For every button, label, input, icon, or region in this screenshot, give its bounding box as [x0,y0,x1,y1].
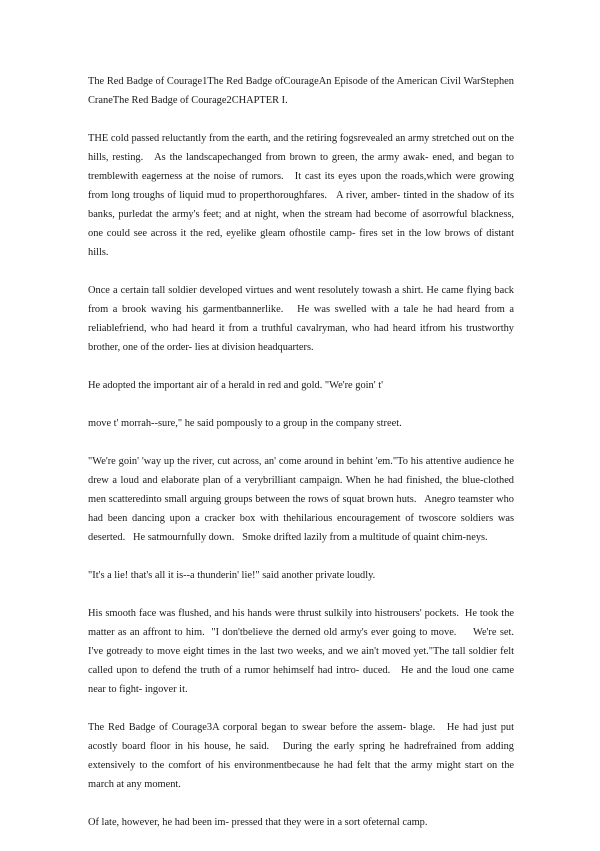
paragraph: His smooth face was flushed, and his hands were thrust sulkily into histrousers' pockets. He took the matter as an affront to him. "I don'tbelieve the derned old army's ever going to move. We're set. I've gotready to move eight times in the last two weeks, and we ain't moved yet."The tall soldier felt called upon to defend the truth of a rumor hehimself had intro- duced. He and the loud one came near to fight- ingover it. [88,608,525,695]
paragraph: "We're goin' 'way up the river, cut across, an' come around in behint 'em."To his attentive audience he drew a loud and elaborate plan of a verybrilliant campaign. When he had finished, the blue-clothed men scatteredinto small arguing groups between the rows of squat brown huts. Anegro teamster who had been dancing upon a cracker box with thehilarious encouragement of twoscore soldiers was deserted. He satmournfully down. Smoke drifted lazily from a multitude of quaint chim-neys. [88,456,517,543]
paragraph: move t' morrah--sure," he said pompously to a group in the company street. [88,418,402,429]
paragraph: Once a certain tall soldier developed virtues and went resolutely towash a shirt. He came flying back from a brook waving his garmentbannerlike. He was swelled with a tale he had heard from a reliablefriend, who had heard it from a truthful cavalryman, who had heard itfrom his trustworthy brother, one of the order- lies at division headquarters. [88,285,517,353]
document-body [88,72,525,851]
document-heading: The Red Badge of Courage1The Red Badge ofCourageAn Episode of the American Civil WarStephen CraneThe Red Badge of Courage2CHAPTER I. [88,76,517,106]
paragraph: He adopted the important air of a herald in red and gold. "We're goin' t' [88,380,383,391]
paragraph: THE cold passed reluctantly from the earth, and the retiring fogsrevealed an army stretched out on the hills, resting. As the landscapechanged from brown to green, the army awak- ened, and began to tremblewith eagerness at the noise of rumors. It cast its eyes upon the roads,which were growing from long troughs of liquid mud to properthoroughfares. A river, amber- tinted in the shadow of its banks, purledat the army's feet; and at night, when the stream had become of asorrowful blackness, one could see across it the red, eyelike gleam ofhostile camp- fires set in the low brows of distant hills. [88,133,517,258]
paragraph: Of late, however, he had been im- pressed that they were in a sort ofeternal camp. [88,817,428,828]
paragraph: The Red Badge of Courage3A corporal began to swear before the assem- blage. He had just put acostly board floor in his house, he said. During the early spring he hadrefrained from adding extensively to the comfort of his environmentbecause he had felt that the army might start on the march at any moment. [88,722,517,790]
paragraph: "It's a lie! that's all it is--a thunderin' lie!" said another private loudly. [88,570,376,581]
